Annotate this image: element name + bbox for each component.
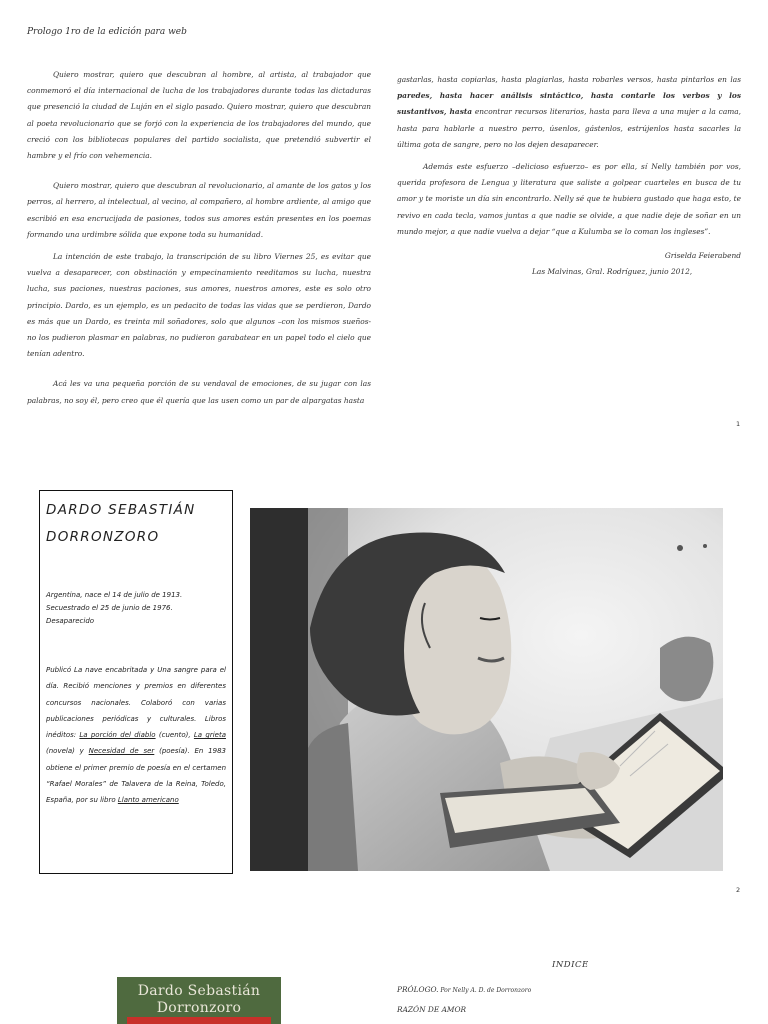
bio-dates-line: Desaparecido xyxy=(46,617,95,625)
book-title: Llanto americano xyxy=(117,796,179,805)
bio-dates xyxy=(46,589,226,628)
index-entry-razon-de-amor: RAZÓN DE AMOR xyxy=(397,1005,467,1014)
cover-author-first: Dardo Sebastián xyxy=(137,983,261,999)
signature-place-date: Las Malvinas, Gral. Rodríguez, junio 2012, xyxy=(532,267,693,276)
bio-dates-line: Secuestrado el 25 de junio de 1976. xyxy=(46,604,173,612)
bio-text: (novela) y xyxy=(46,747,89,756)
book-title: La porción del diablo xyxy=(79,731,156,740)
signature-name: Griselda Feierabend xyxy=(664,251,741,260)
index-title: INDICE xyxy=(552,960,589,970)
index-entry-label: PRÓLOGO. xyxy=(397,985,439,994)
page-header: Prologo 1ro de la edición para web xyxy=(27,27,187,37)
bio-text: (cuento), xyxy=(155,731,194,740)
bio-works xyxy=(46,662,226,809)
book-cover-thumbnail xyxy=(117,977,281,1024)
bio-name-line: DARDO SEBASTIÁN xyxy=(46,502,196,518)
bio-name xyxy=(46,497,226,551)
prologue-paragraph: La intención de este trabajo, la transcripción de su libro Viernes 25, es evitar que vuelva a desaparecer, con obstinación y empecinamiento reeditamos su lucha, nuestra lucha, sus paciones, nuestras paciones, sus amores, nuestros amores, este es solo otro principio. Dardo, es un ejemplo, es un pedacito de todas las vidas que se perdieron, Dardo es más que un Dardo, es treinta mil soñadores, solo que algunos –con los mismos sueños- no los pudieron plasmar en palabras, no pudieron garabatear en un papel todo el cielo que tenían adentro. xyxy=(27,252,371,359)
book-title: Necesidad de ser xyxy=(88,747,155,756)
cover-red-stripe xyxy=(127,1017,271,1024)
page-number: 2 xyxy=(736,886,741,894)
author-reading-photo xyxy=(250,508,723,871)
cover-author-last: Dorronzoro xyxy=(156,1000,242,1016)
prologue-paragraph: Quiero mostrar, quiero que descubran al hombre, al artista, al trabajador que conmemoró el día internacional de lucha de los trabajadores durante todas las dictaduras que presenció la ciudad de Luján en el siglo pasado. Quiero mostrar, quiero que descubran al poeta revolucionario que se forjó con la experiencia de los trabajadores del mundo, que creció con los bibliotecas populares del partido socialista, que pretendió subvertir el hambre y el frío con vehemencia. xyxy=(27,70,371,161)
bio-box xyxy=(39,490,233,874)
index-entry-prologue xyxy=(397,985,531,994)
bio-text: Publicó La nave encabritada y Una sangre para el día. Recibió menciones y premios en diferentes concursos nacionales. Colaboró con varias publicaciones periódicas y culturales. Libros inéditos: xyxy=(46,666,226,740)
prologue-left-column xyxy=(27,67,371,415)
prologue-paragraph: Quiero mostrar, quiero que descubran al revolucionario, al amante de los gatos y los perros, al herrero, al intelectual, al vecino, al compañero, al hombre ardiente, al amigo que escribió en esa encrucijada de pasiones, todos sus amores están presentes en los poemas formando una urdimbre sólida que expone toda su humanidad. xyxy=(27,181,371,239)
bio-text: (poesía). En 1983 obtiene el primer premio de poesía en el certamen “Rafael Morales” de Talavera de la Reina, Toledo, España, por su libro xyxy=(46,747,226,805)
index-entry-author: Por Nelly A. D. de Dorronzoro xyxy=(438,987,532,994)
prologue-paragraph: Acá les va una pequeña porción de su vendaval de emociones, de su jugar con las palabras, no soy él, pero creo que él quería que las usen como un par de alpargatas hasta xyxy=(27,379,371,405)
book-title: La grieta xyxy=(193,731,226,740)
prologue-text: encontrar recursos literarios, hasta para lleva a una mujer a la cama, hasta para hablarle a nuestro perro, úsenlos, gástenlos, estrújenlos hasta sacarles la última gota de sangre, pero no los dejen desaparecer. xyxy=(397,107,741,149)
prologue-bold-text: paredes, hasta hacer análisis sintáctico, hasta contarle los verbos y los sustantivos, hasta xyxy=(397,91,741,117)
prologue-text: gastarlas, hasta copiarlas, hasta plagiarlas, hasta robarles versos, hasta pintarlos en las xyxy=(397,75,741,84)
bio-name-line: DORRONZORO xyxy=(46,529,160,545)
prologue-right-column xyxy=(397,72,741,246)
prologue-paragraph: Además este esfuerzo –delicioso esfuerzo– es por ella, sí Nelly también por vos, querida profesora de Lengua y literatura que saliste a golpear cuarteles en busca de tu amor y te moriste un día sin encontrarlo. Nelly sé que te hubiera gustado que haga esto, te revivo en cada tecla, vamos juntas a que nadie se olvide, a que nadie deje de soñar en un mundo mejor, a que nadie vuelva a dejar “que a Kulumba se lo coman los ingleses”. xyxy=(397,162,741,236)
prologue-paragraph xyxy=(397,72,741,153)
bio-dates-line: Argentina, nace el 14 de julio de 1913. xyxy=(46,591,183,599)
page-number: 1 xyxy=(736,420,741,428)
